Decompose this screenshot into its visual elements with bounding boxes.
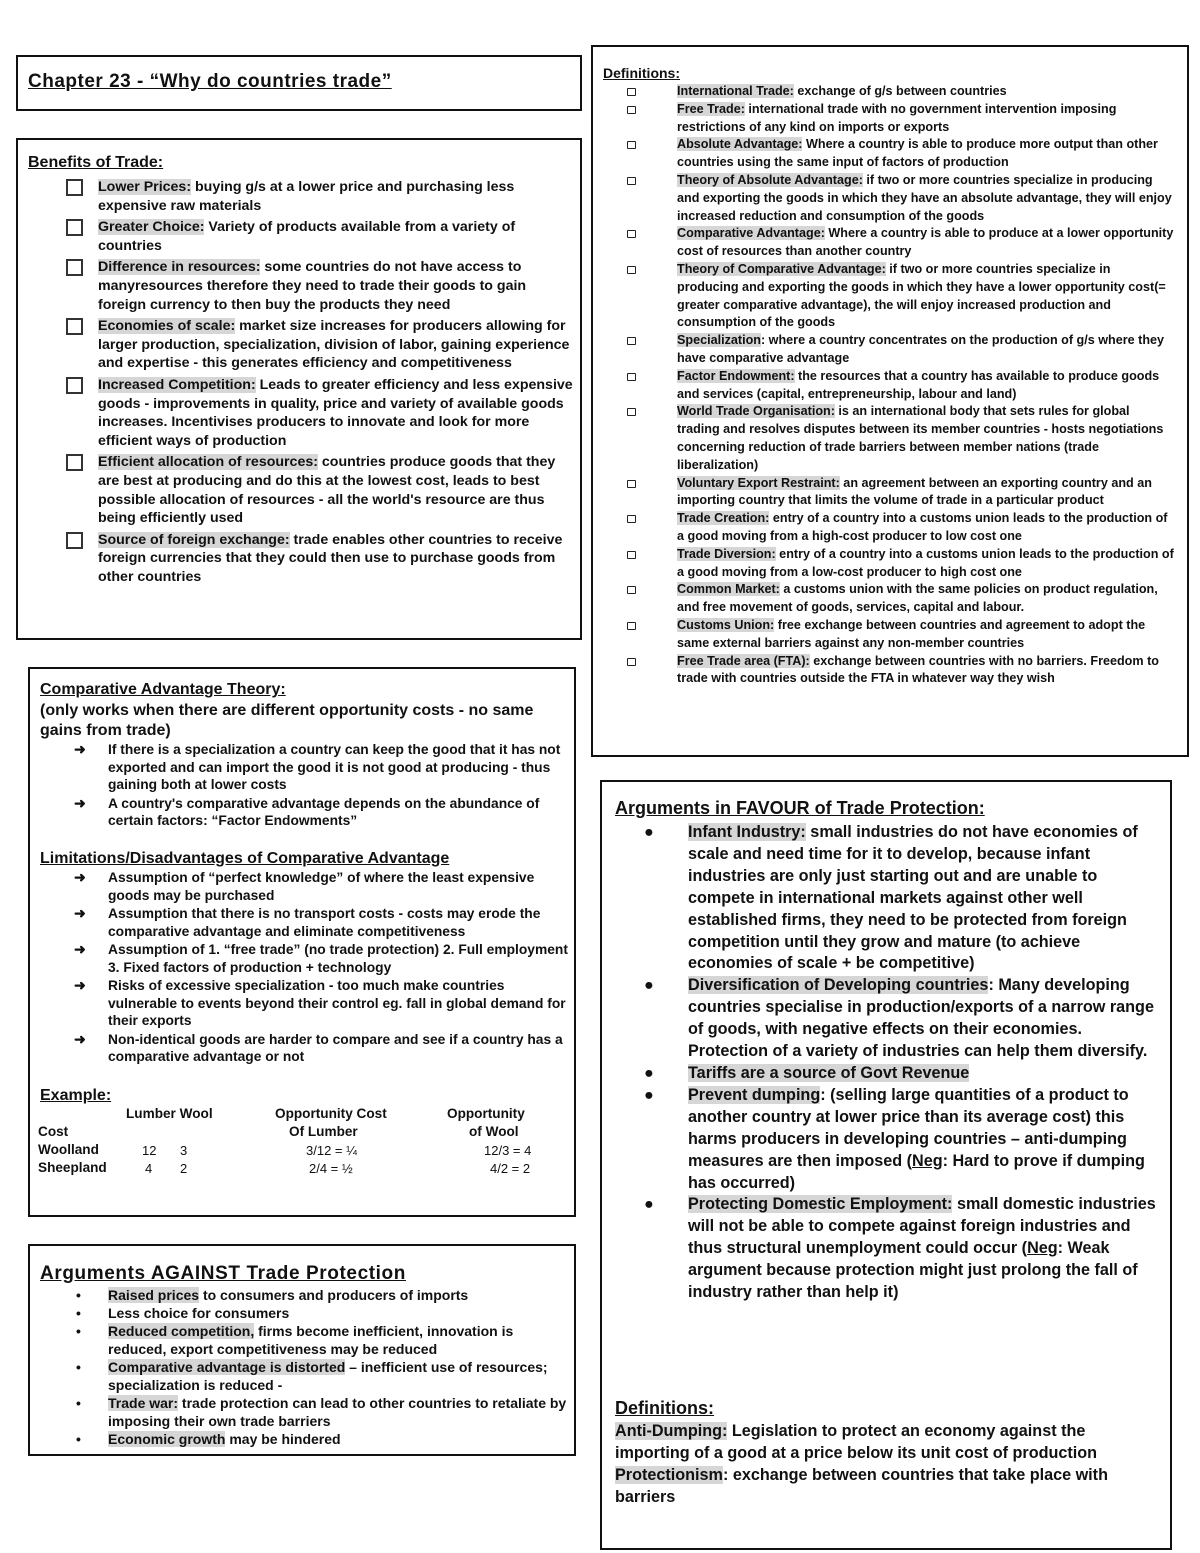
against-protection-section [28, 1244, 576, 1456]
benefit-item [66, 178, 574, 215]
table-cell-country: Woolland [38, 1142, 99, 1157]
definition-term: World Trade Organisation: [677, 404, 835, 419]
limitation-item [74, 941, 568, 976]
benefit-term: Lower Prices: [98, 179, 192, 195]
definition-text: entry of a country into a customs union leads to the production of a good moving from a high-cost producer to low cost one [677, 511, 1168, 543]
definition-text: is an international body that sets rules for global trading and resolves disputes between its member countries - hosts negotiations concerning reduction of trade barriers between member nations (trade liberalization) [677, 404, 1164, 472]
bullet-icon: ● [644, 1195, 654, 1214]
definition-term: Customs Union: [677, 617, 775, 632]
table-cell-lumber: 12 [142, 1143, 157, 1158]
favour-item [642, 975, 1160, 1063]
comparative-point [74, 741, 568, 794]
checkbox-icon[interactable] [66, 259, 83, 276]
favour-item [642, 1194, 1160, 1304]
against-item [74, 1286, 568, 1304]
against-item [74, 1322, 568, 1358]
bullet-icon: ● [644, 1063, 654, 1082]
favour-tail: : Hard to prove if dumping has occurred) [688, 1151, 1145, 1192]
definition-text: exchange between countries with no barriers. Freedom to trade with countries outside the FTA in whatever way they wish [677, 653, 1159, 686]
arrow-icon: ➜ [74, 905, 86, 921]
favour-definitions [615, 1420, 1160, 1508]
against-term: Raised prices [108, 1287, 200, 1303]
checkbox-icon[interactable] [66, 532, 83, 549]
arrow-icon: ➜ [74, 1030, 86, 1047]
table-header-opp-lumber-2: Of Lumber [289, 1124, 358, 1139]
against-text: firms become inefficient, innovation is reduced, export competitiveness may be reduced [108, 1323, 514, 1357]
table-cell-wool: 3 [180, 1143, 188, 1158]
table-cell-opp-lumber: 2/4 = ½ [309, 1161, 353, 1176]
square-bullet-icon [627, 373, 636, 381]
definition-term: Trade Creation: [677, 511, 770, 526]
benefit-term: Increased Competition: [98, 376, 256, 393]
title-box [16, 55, 582, 111]
definition-term: Theory of Absolute Advantage: [677, 172, 863, 187]
definition-term: Theory of Comparative Advantage: [677, 261, 886, 276]
against-term: Economic growth [108, 1431, 226, 1447]
against-text: trade protection can lead to other countries to retaliate by imposing their own trade barriers [108, 1395, 567, 1429]
limitations-heading: Limitations/Disadvantages of Comparative Advantage [40, 850, 450, 867]
comparative-heading: Comparative Advantage Theory: [40, 681, 286, 698]
against-item [74, 1430, 568, 1448]
table-cell-opp-wool: 12/3 = 4 [484, 1143, 532, 1158]
square-bullet-icon [627, 480, 636, 488]
definition-term: Voluntary Export Restraint: [677, 475, 840, 490]
against-item [74, 1358, 568, 1394]
definition-text: free exchange between countries and agreement to adopt the same external barriers against any non-member countries [677, 617, 1146, 650]
definition-text: : where a country concentrates on the production of g/s where they have comparative advantage [677, 333, 1165, 365]
bullet-icon: • [76, 1431, 81, 1447]
definition-text: if two or more countries specialize in producing and exporting the goods in which they have an absolute advantage, they will enjoy increased reduction and consumption of the goods [677, 172, 1172, 223]
definition-item [627, 546, 1175, 582]
checkbox-icon[interactable] [66, 454, 83, 471]
definition-text: the resources that a country has available to produce goods and services (capital, entrepreneurship, labour and land) [677, 368, 1160, 401]
point-text: A country's comparative advantage depends on the abundance of certain factors: “Factor Endowments” [108, 795, 540, 828]
square-bullet-icon [627, 551, 636, 559]
square-bullet-icon [627, 337, 636, 345]
limitation-item [74, 977, 568, 1030]
bullet-icon: ● [644, 1085, 654, 1104]
against-text: may be hindered [225, 1431, 341, 1447]
favour-protection-section [600, 780, 1172, 1550]
against-text: Less choice for consumers [108, 1305, 290, 1321]
example-heading: Example: [40, 1087, 112, 1104]
table-cell-lumber: 4 [145, 1161, 153, 1176]
bullet-icon: • [76, 1305, 81, 1321]
definition-term: Specialization [677, 333, 761, 348]
favour-item [642, 1063, 1160, 1085]
limitation-text: Non-identical goods are harder to compare and see if a country has a comparative advantage or not [108, 1031, 563, 1064]
square-bullet-icon [627, 622, 636, 630]
favour-item [642, 1085, 1160, 1195]
benefits-list [66, 178, 574, 589]
square-bullet-icon [627, 658, 636, 666]
table-cell-country: Sheepland [38, 1160, 107, 1175]
square-bullet-icon [627, 266, 636, 274]
favour-definition [615, 1464, 1160, 1508]
definitions-heading: Definitions: [603, 65, 680, 81]
favour-definitions-heading: Definitions: [615, 1398, 714, 1418]
definition-term: Common Market: [677, 582, 780, 597]
table-header-opp-wool-2: of Wool [469, 1124, 519, 1139]
favour-term: Prevent dumping [688, 1085, 821, 1104]
against-heading: Arguments AGAINST Trade Protection [40, 1263, 406, 1284]
definition-item [627, 261, 1175, 332]
favour-heading: Arguments in FAVOUR of Trade Protection: [615, 798, 985, 818]
definition-item [627, 653, 1175, 689]
favour-term: Infant Industry: [688, 823, 806, 841]
benefit-item [66, 218, 574, 255]
arrow-icon: ➜ [74, 869, 86, 885]
favour-term: Diversification of Developing countries [688, 976, 989, 995]
square-bullet-icon [627, 586, 636, 594]
definition-item [627, 403, 1175, 474]
checkbox-icon[interactable] [66, 179, 83, 196]
limitation-item [74, 869, 568, 904]
definition-text: a customs union with the same policies on product regulation, and free movement of goods, services, capital and labour. [677, 582, 1158, 615]
arrow-icon: ➜ [74, 977, 86, 993]
square-bullet-icon [627, 515, 636, 523]
against-term: Trade war: [108, 1395, 179, 1411]
definition-text: entry of a country into a customs union leads to the production of a good moving from a low-cost producer to high cost one [677, 546, 1174, 579]
square-bullet-icon [627, 141, 636, 149]
table-header-opp-lumber: Opportunity Cost [275, 1106, 387, 1121]
comparative-points [74, 741, 568, 831]
bullet-icon: • [76, 1359, 81, 1375]
limitation-text: Risks of excessive specialization - too much make countries vulnerable to events beyond their control eg. fall in global demand for their exports [108, 978, 566, 1028]
limitation-item [74, 1031, 568, 1066]
definition-item [627, 510, 1175, 546]
benefit-term: Difference in resources: [98, 259, 261, 276]
neg-label: Neg [912, 1151, 943, 1170]
bullet-icon: • [76, 1323, 81, 1339]
comparative-subheading: (only works when there are different opportunity costs - no same gains from trade) [40, 702, 534, 739]
benefit-text: Leads to greater efficiency and less expensive goods - improvements in quality, price and variety of available goods increases. Incentivises producers to innovate and look for more efficient ways of production [98, 376, 573, 449]
definition-text: international trade with no government intervention imposing restrictions of any kind on imports or exports [677, 101, 1117, 134]
against-term: Comparative advantage is distorted [108, 1359, 346, 1375]
favour-tail: : Weak argument because protection might just prolong the fall of industry rather than help it) [688, 1239, 1138, 1302]
comparative-point [74, 795, 568, 830]
table-header-lumber-wool: Lumber Wool [126, 1106, 213, 1121]
benefit-text: Variety of products available from a variety of countries [98, 219, 516, 254]
definition-item [627, 368, 1175, 404]
against-item [74, 1304, 568, 1322]
benefits-section [16, 138, 582, 640]
definition-item [627, 83, 1175, 101]
benefit-term: Economies of scale: [98, 318, 236, 335]
against-term: Reduced competition, [108, 1323, 255, 1339]
favour-text: : (selling large quantities of a product to another country at lower price than its average cost) this harms producers in developing countries – anti-dumping measures are then imposed ( [688, 1085, 1129, 1170]
benefit-item [66, 258, 574, 314]
benefits-heading: Benefits of Trade: [28, 154, 164, 171]
benefit-text: some countries do not have access to manyresources therefore they need to trade their goods to gain foreign currency to then buy the products they need [98, 259, 527, 313]
bullet-icon: ● [644, 823, 654, 841]
definition-term: International Trade: [677, 84, 794, 98]
square-bullet-icon [627, 408, 636, 416]
checkbox-icon[interactable] [66, 377, 83, 394]
favour-term: Protecting Domestic Employment: [688, 1195, 953, 1214]
definition-text: Where a country is able to produce at a lower opportunity cost of resources than another country [677, 226, 1174, 259]
favour-text: : Many developing countries specialise in production/exports of a narrow range of goods, with negative effects on their economies. Protection of a variety of industries can help them diversify. [688, 976, 1154, 1061]
bullet-icon: • [76, 1395, 81, 1411]
square-bullet-icon [627, 106, 636, 114]
favour-term: Tariffs are a source of Govt Revenue [688, 1063, 970, 1082]
checkbox-icon[interactable] [66, 318, 83, 335]
limitation-text: Assumption that there is no transport costs - costs may erode the comparative advantage and eliminate competitiveness [108, 906, 541, 939]
benefit-text: buying g/s at a lower price and purchasing less expensive raw materials [98, 179, 515, 214]
arrow-icon: ➜ [74, 794, 86, 811]
benefit-text: market size increases for producers allowing for larger production, specialization, division of labor, gaining experience and expertise - this generates efficiency and competitiveness [98, 318, 570, 372]
benefit-item [66, 376, 574, 450]
definition-item [627, 581, 1175, 617]
limitation-text: Assumption of “perfect knowledge” of where the least expensive goods may be purchased [108, 870, 535, 903]
limitations-list [74, 869, 568, 1067]
definition-text: : exchange between countries that take place with barriers [615, 1466, 1108, 1506]
benefit-term: Greater Choice: [98, 219, 205, 236]
comparative-advantage-section [28, 667, 576, 1217]
definition-text: exchange of g/s between countries [793, 84, 1007, 98]
definition-text: Where a country is able to produce more output than other countries using the same input of factors of production [677, 137, 1158, 170]
definition-term: Free Trade area (FTA): [677, 653, 810, 668]
limitation-item [74, 905, 568, 940]
benefit-text: countries produce goods that they are best at producing and do this at the lowest cost, leads to best possible allocation of resources - all the world's resource are thus being efficiently used [98, 454, 556, 527]
bullet-icon: ● [644, 976, 654, 995]
definition-term: Trade Diversion: [677, 546, 776, 561]
benefit-term: Efficient allocation of resources: [98, 454, 318, 471]
favour-definition [615, 1420, 1160, 1464]
definition-text: Legislation to protect an economy against the importing of a good at a price below its unit cost of production [615, 1422, 1098, 1462]
definition-term: Free Trade: [677, 101, 745, 116]
table-cell-opp-lumber: 3/12 = ¼ [306, 1143, 357, 1158]
checkbox-icon[interactable] [66, 219, 83, 236]
page-title: Chapter 23 - “Why do countries trade” [28, 71, 392, 92]
bullet-icon: • [76, 1287, 81, 1303]
definition-item [627, 332, 1175, 368]
square-bullet-icon [627, 88, 636, 96]
against-item [74, 1394, 568, 1430]
benefit-term: Source of foreign exchange: [98, 531, 290, 548]
table-header-cost: Cost [38, 1124, 69, 1139]
definition-item [627, 136, 1175, 172]
point-text: If there is a specialization a country can keep the good that it has not exported and can import the good it is not good at producing - thus gaining both at lower costs [108, 742, 561, 792]
table-header-opp-wool: Opportunity [447, 1106, 525, 1121]
against-text: to consumers and producers of imports [199, 1287, 469, 1303]
definition-term: Comparative Advantage: [677, 226, 825, 241]
table-cell-wool: 2 [180, 1161, 188, 1176]
against-text: – inefficient use of resources; specialization is reduced - [108, 1359, 548, 1393]
favour-list [642, 822, 1160, 1304]
definition-text: if two or more countries specialize in producing and exporting the goods in which they have a lower opportunity cost(= greater comparative advantage), the will enjoy increased production and consumption of the goods [677, 261, 1166, 330]
benefit-item [66, 453, 574, 527]
definition-item [627, 101, 1175, 137]
favour-text: small industries do not have economies of scale and need time for it to develop, because infant industries are only just starting out and are unable to compete in international markets against other well established firms, they need to be protected from foreign competition until they grow and mature (to achieve economies of scale + be competitive) [688, 823, 1138, 973]
arrow-icon: ➜ [74, 941, 86, 957]
against-list [74, 1286, 568, 1448]
definition-item [627, 617, 1175, 653]
definitions-section [591, 45, 1189, 757]
benefit-item [66, 531, 574, 587]
definition-term: Absolute Advantage: [677, 137, 803, 152]
favour-item [642, 822, 1160, 975]
definition-term: Factor Endowment: [677, 368, 795, 383]
definition-term: Anti-Dumping: [615, 1422, 728, 1440]
definition-term: Protectionism [615, 1466, 723, 1484]
favour-text: small domestic industries will not be able to compete against foreign industries and thus structural unemployment could occur ( [688, 1195, 1156, 1258]
definition-text: an agreement between an exporting country and an importing country that limits the volume of trade in a particular product [677, 475, 1152, 508]
benefit-text: trade enables other countries to receive foreign currencies that they could then use to purchase goods from other countries [98, 531, 563, 585]
definition-item [627, 172, 1175, 225]
neg-label: Neg [1027, 1239, 1058, 1258]
table-cell-opp-wool: 4/2 = 2 [490, 1161, 531, 1176]
definition-item [627, 225, 1175, 261]
definition-item [627, 475, 1175, 511]
definitions-list [627, 83, 1175, 688]
square-bullet-icon [627, 177, 636, 185]
square-bullet-icon [627, 230, 636, 238]
arrow-icon: ➜ [74, 741, 86, 757]
benefit-item [66, 317, 574, 373]
limitation-text: Assumption of 1. “free trade” (no trade protection) 2. Full employment 3. Fixed factors of production + technology [108, 942, 568, 975]
